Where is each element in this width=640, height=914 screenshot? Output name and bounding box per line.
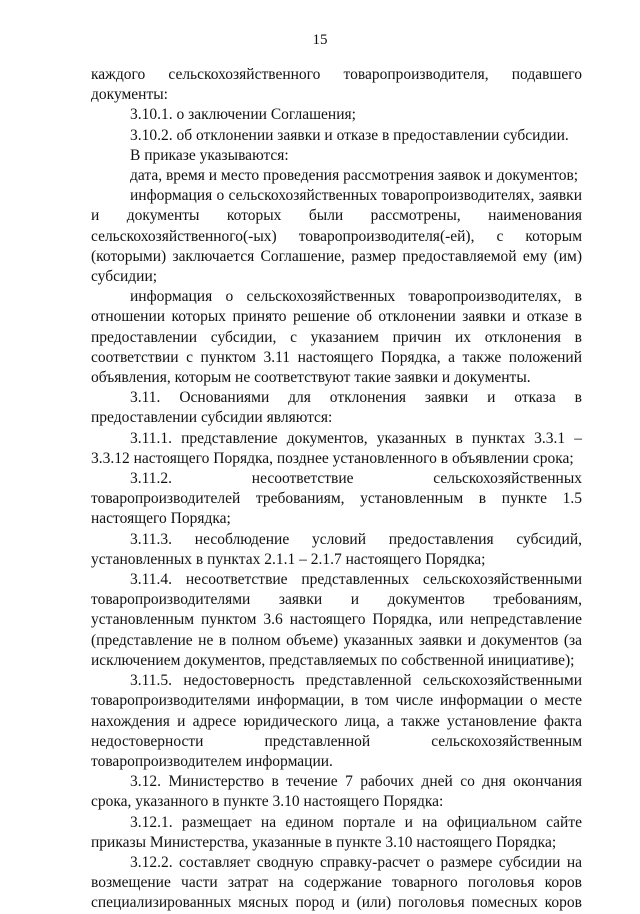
paragraph-3-12: 3.12. Министерство в течение 7 рабочих дней со дня окончания срока, указанного в пункте 3.10 настоящего Порядка: <box>91 773 582 811</box>
paragraph-intro: каждого сельскохозяйственного товаропроизводителя, подавшего документы: <box>91 66 582 104</box>
paragraph-3-12-2: 3.12.2. составляет сводную справку-расчет о размере субсидии на возмещение части затрат на содержание товарного поголовья коров специализированных мясных пород и (или) поголовья помесных коров <box>91 853 582 912</box>
paragraph-order-contents: В приказе указываются: <box>130 146 289 164</box>
paragraph-3-10-1: 3.10.1. о заключении Соглашения; <box>130 106 356 124</box>
paragraph-3-11-1: 3.11.1. представление документов, указанных в пунктах 3.3.1 – 3.3.12 настоящего Порядка, позднее установленного в объявлении срока; <box>91 429 582 467</box>
page-number: 15 <box>312 32 328 48</box>
paragraph-3-10-2: 3.10.2. об отклонении заявки и отказе в предоставлении субсидии. <box>130 126 569 144</box>
paragraph-3-11-2: 3.11.2. несоответствие сельскохозяйственных товаропроизводителей требованиям, установленным в пункте 1.5 настоящего Порядка; <box>91 470 582 528</box>
paragraph-3-11: 3.11. Основаниями для отклонения заявки и отказа в предоставлении субсидии являются: <box>91 389 582 427</box>
paragraph-info-rejected: информация о сельскохозяйственных товаропроизводителях, в отношении которых принято решение об отклонении заявки и отказе в предоставлении субсидии, с указанием причин их отклонения в соответствии с пунктом 3.11 настоящего Порядка, а также положений объявления, которым не соответствуют такие заявки и документы. <box>91 288 582 387</box>
paragraph-3-11-4: 3.11.4. несоответствие представленных сельскохозяйственными товаропроизводителями заявки и документов требованиям, установленным пунктом 3.6 настоящего Порядка, или непредставление (представление не в полном объеме) указанных заявки и документов (за исключением документов, представляемых по собственной инициативе); <box>91 571 582 669</box>
paragraph-3-12-1: 3.12.1. размещает на едином портале и на официальном сайте приказы Министерства, указанные в пункте 3.10 настоящего Порядка; <box>91 813 582 851</box>
paragraph-3-11-5: 3.11.5. недостоверность представленной сельскохозяйственными товаропроизводителями информации, в том числе информации о месте нахождения и адресе юридического лица, а также установление факта недостоверности представленной сельскохозяйственным товаропроизводителем информации. <box>91 672 582 770</box>
paragraph-info-considered: информация о сельскохозяйственных товаропроизводителях, заявки и документы которых были рассмотрены, наименования сельскохозяйственного(-ых) товаропроизводителя(-ей), с которым (которыми) заключается Соглашение, размер предоставляемой ему (им) субсидии; <box>91 187 582 286</box>
document-body <box>91 65 582 914</box>
paragraph-date-time-place: дата, время и место проведения рассмотрения заявок и документов; <box>130 167 579 185</box>
paragraph-3-11-3: 3.11.3. несоблюдение условий предоставления субсидий, установленных в пунктах 2.1.1 – 2.1.7 настоящего Порядка; <box>91 530 582 568</box>
